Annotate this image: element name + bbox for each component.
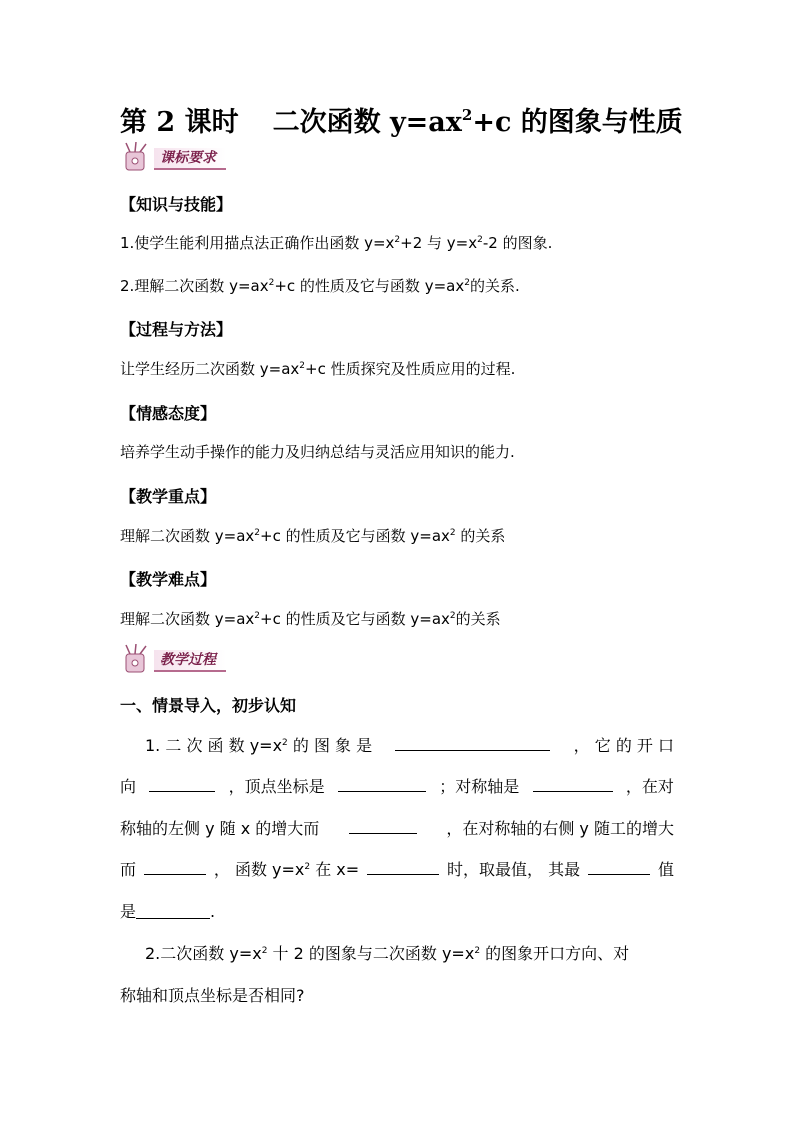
banner-label: 教学过程 [154,650,226,672]
process-text: 让学生经历二次函数 $y=ax^2+c$ 性质探究及性质应用的过程. [120,360,516,378]
lesson-heading: 一、情景导入，初步认知 [120,696,297,715]
question-1-line-3: 称轴的左侧 y 随 x 的增大而 ，在对称轴的右侧 y 随工的增大 [120,819,674,838]
page-title [120,100,720,139]
title-text-end: +c 的图象与性质 [472,107,683,138]
answer-blank[interactable] [588,860,650,875]
lesson-number: 第 2 课时 [120,107,239,138]
heading-knowledge: 【知识与技能】 [120,195,233,214]
heading-process: 【过程与方法】 [120,320,233,339]
answer-blank[interactable] [338,777,426,792]
heading-difficulties: 【教学难点】 [120,570,217,589]
answer-blank[interactable] [533,777,613,792]
question-2-line-2: 称轴和顶点坐标是否相同? [120,986,305,1005]
section-banner-standards [120,142,260,172]
answer-blank[interactable] [395,736,550,751]
answer-blank[interactable] [349,819,417,834]
question-1-line-4: 而 ， 函数 $y=x^2$ 在 x= 时，取最值， 其最 值 [120,860,674,879]
key-points-text: 理解二次函数 $y=ax^2+c$ 的性质及它与函数 $y=ax^2$ 的关系 [120,527,506,545]
objective-1: 1.使学生能利用描点法正确作出函数 $y=x^2+2$ 与 $y=x^2-2$ 的图象. [120,234,553,252]
emotion-text: 培养学生动手操作的能力及归纳总结与灵活应用知识的能力. [120,443,515,461]
answer-blank[interactable] [149,777,215,792]
heading-emotion: 【情感态度】 [120,404,217,423]
superscript: 2 [461,106,473,124]
answer-blank[interactable] [136,904,210,919]
section-banner-process [120,644,260,674]
heading-key-points: 【教学重点】 [120,487,217,506]
question-1-line-2: 向 ，顶点坐标是 ；对称轴是 ，在对 [120,777,674,796]
pen-holder-icon [120,142,154,172]
objective-2: 2.理解二次函数 $y=ax^2+c$ 的性质及它与函数 $y=ax^2$的关系. [120,277,520,295]
question-1-line-5: 是 . [120,902,216,921]
question-2-line-1: 2.二次函数 $y=x^2$ 十 2 的图象与二次函数 $y=x^2$ 的图象开口方向、对 [145,944,630,963]
banner-label: 课标要求 [154,148,226,170]
title-text: 二次函数 y=ax [272,107,462,138]
answer-blank[interactable] [144,860,206,875]
question-1-line-1: 1. 二 次 函 数 $y=x^2$ 的 图 象 是 ， 它 的 开 口 [145,736,674,755]
answer-blank[interactable] [367,860,439,875]
pen-holder-icon [120,644,154,674]
difficulties-text: 理解二次函数 $y=ax^2+c$ 的性质及它与函数 $y=ax^2$的关系 [120,610,501,628]
